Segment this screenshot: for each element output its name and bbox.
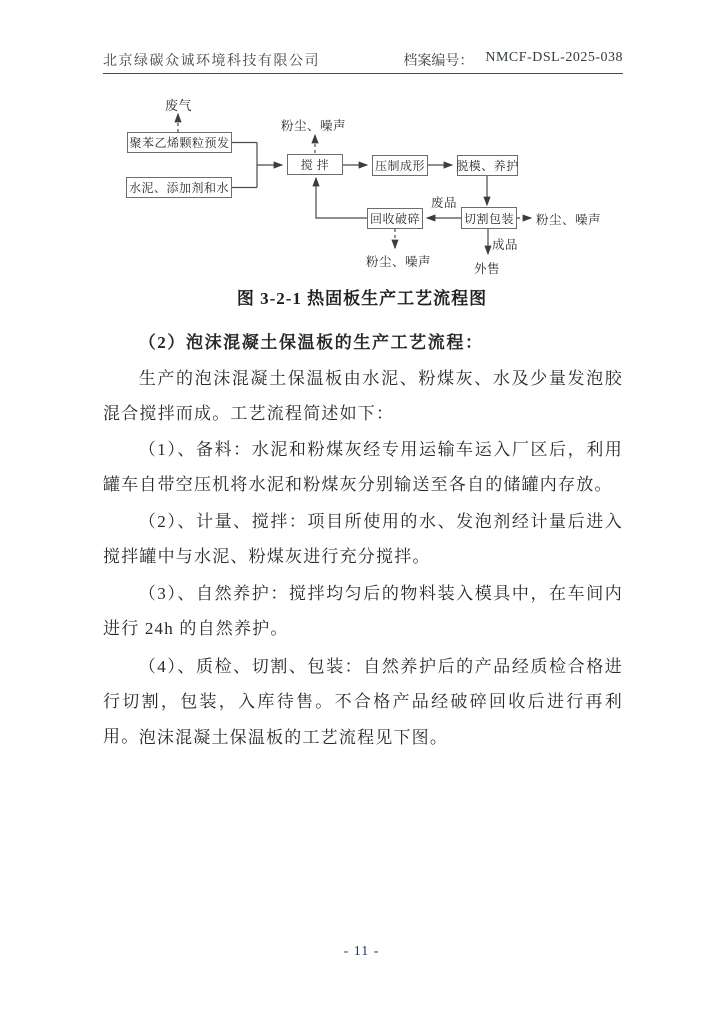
- paragraph-intro: 生产的泡沫混凝土保温板由水泥、粉煤灰、水及少量发泡胶混合搅拌而成。工艺流程简述如下：: [103, 369, 623, 423]
- figure-caption: 图 3-2-1 热固板生产工艺流程图: [236, 289, 488, 308]
- paragraph-step-2: （2）、计量、搅拌：项目所使用的水、发泡剂经计量后进入搅拌罐中与水泥、粉煤灰进行充分搅拌。: [103, 512, 623, 566]
- label-dust-noise-top: 粉尘、噪声: [281, 119, 347, 133]
- paragraph-step-3: （3）、自然养护：搅拌均匀后的物料装入模具中，在车间内进行 24h 的自然养护。: [103, 584, 623, 638]
- header-divider: [103, 73, 623, 74]
- label-finished-product: 成品: [492, 238, 519, 252]
- flowchart-box-cutting-packing: 切割包装: [461, 207, 517, 229]
- flowchart-box-press-forming: 压制成形: [372, 155, 428, 176]
- label-external-sale: 外售: [474, 262, 501, 276]
- flowchart-arrows: [0, 88, 723, 288]
- flowchart-box-demould-curing: 脱模、养护: [457, 155, 518, 176]
- section-heading: （2）泡沫混凝土保温板的生产工艺流程：: [138, 333, 484, 352]
- archive-label: 档案编号：: [403, 54, 474, 69]
- flowchart-box-pre-expand: 聚苯乙烯颗粒预发: [127, 132, 232, 153]
- flowchart-box-recycle-crushing: 回收破碎: [367, 208, 423, 229]
- flowchart-box-mixing: 搅 拌: [287, 154, 343, 175]
- paragraph-step-1: （1）、备料：水泥和粉煤灰经专用运输车运入厂区后，利用罐车自带空压机将水泥和粉煤灰分别输送至各自的储罐内存放。: [103, 440, 623, 494]
- archive-value: NMCF-DSL-2025-038: [485, 50, 623, 65]
- header-company-name: 北京绿碳众诚环境科技有限公司: [103, 54, 320, 69]
- label-dust-noise-bottom: 粉尘、噪声: [366, 255, 432, 269]
- paragraph-step-4: （4）、质检、切割、包装：自然养护后的产品经质检合格进行切割，包装，入库待售。不合格产品经破碎回收后进行再利用。: [103, 657, 623, 746]
- label-waste-product: 废品: [431, 196, 458, 210]
- label-dust-noise-right: 粉尘、噪声: [536, 213, 602, 227]
- flowchart-box-cement-additive-water: 水泥、添加剂和水: [126, 177, 232, 198]
- header-archive-number: [403, 50, 623, 70]
- label-waste-gas: 废气: [165, 98, 193, 113]
- page-number: - 11 -: [343, 944, 380, 959]
- paragraph-closing: 泡沫混凝土保温板的工艺流程见下图。: [138, 728, 449, 747]
